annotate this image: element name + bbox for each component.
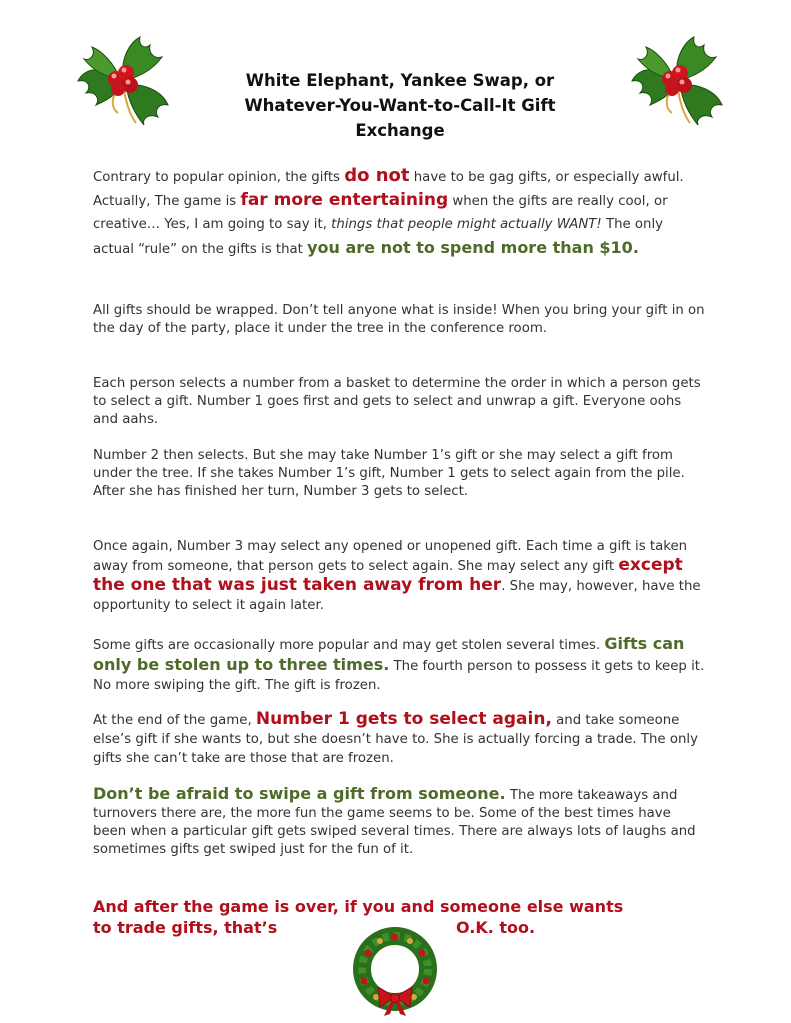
intro-emphasis-entertaining: far more entertaining bbox=[240, 190, 449, 210]
stolen-text-c: The fourth person to possess it gets to keep it. No more swiping the gift. The gift is frozen. bbox=[93, 659, 705, 693]
title-line-3: Exchange bbox=[355, 121, 445, 140]
document-title bbox=[150, 68, 650, 143]
intro-text-g: The only actual “rule” on the gifts is that bbox=[93, 217, 664, 257]
wrapping-paragraph: All gifts should be wrapped. Don’t tell anyone what is inside! When you bring your gift in on the day of the party, place it under the tree in the conference room. bbox=[93, 303, 705, 336]
number-3-emphasis: except the one that was just taken away from her bbox=[93, 555, 683, 595]
swipe-emphasis: Don’t be afraid to swipe a gift from someone. bbox=[93, 784, 506, 803]
end-game-paragraph bbox=[93, 710, 705, 768]
end-game-text-c: and take someone else’s gift if she wants to, but she doesn’t have to. She is actually forcing a trade. The only gifts she can’t take are those that are frozen. bbox=[93, 713, 698, 766]
number-2-paragraph: Number 2 then selects. But she may take Number 1’s gift or she may select a gift from under the tree. If she takes Number 1’s gift, Number 1 gets to select again from the pile. After she has finished her turn, Number 3 gets to select. bbox=[93, 448, 685, 499]
number-3-text-c: . She may, however, have the opportunity to select it again later. bbox=[93, 579, 701, 613]
stolen-paragraph bbox=[93, 634, 705, 695]
swipe-text-b: The more takeaways and turnovers there are, the more fun the game seems to be. Some of the best times have been when a particular gift gets swiped several times. There are always lots of laughs and sometimes gifts get swiped just for the fun of it. bbox=[93, 788, 696, 857]
end-game-emphasis: Number 1 gets to select again, bbox=[255, 709, 552, 729]
intro-text-a: Contrary to popular opinion, the gifts bbox=[93, 170, 345, 185]
number-3-paragraph bbox=[93, 537, 705, 615]
closing-line-2-a: to trade gifts, that’s bbox=[93, 918, 278, 937]
number-3-text-a: Once again, Number 3 may select any opened or unopened gift. Each time a gift is taken away from someone, that person gets to select again. She may select any gift bbox=[93, 539, 688, 574]
stolen-text-a: Some gifts are occasionally more popular and may get stolen several times. bbox=[93, 638, 605, 653]
closing-line-1: And after the game is over, if you and someone else wants bbox=[93, 897, 624, 916]
title-line-2: Whatever-You-Want-to-Call-It Gift bbox=[244, 96, 556, 115]
intro-italic-want: things that people might actually WANT! bbox=[331, 217, 602, 232]
swipe-paragraph bbox=[93, 785, 705, 859]
wreath-icon bbox=[348, 923, 443, 1018]
intro-spending-limit: you are not to spend more than $10. bbox=[307, 238, 639, 257]
intro-emphasis-do-not: do not bbox=[344, 165, 410, 186]
end-game-text-a: At the end of the game, bbox=[93, 713, 256, 728]
title-line-1: White Elephant, Yankee Swap, or bbox=[245, 71, 555, 90]
stolen-emphasis: Gifts can only be stolen up to three times. bbox=[93, 634, 685, 674]
intro-text-e: when the gifts are really cool, or creative… Yes, I am going to say it, bbox=[93, 194, 668, 232]
number-selection-paragraph: Each person selects a number from a basket to determine the order in which a person gets to select a gift. Number 1 goes first and gets to select and unwrap a gift. Everyone oohs and aahs. bbox=[93, 376, 701, 427]
closing-line-2-b: O.K. too. bbox=[456, 918, 536, 937]
intro-text-c: have to be gag gifts, or especially awful. Actually, The game is bbox=[93, 170, 684, 209]
intro-paragraph bbox=[93, 164, 697, 261]
